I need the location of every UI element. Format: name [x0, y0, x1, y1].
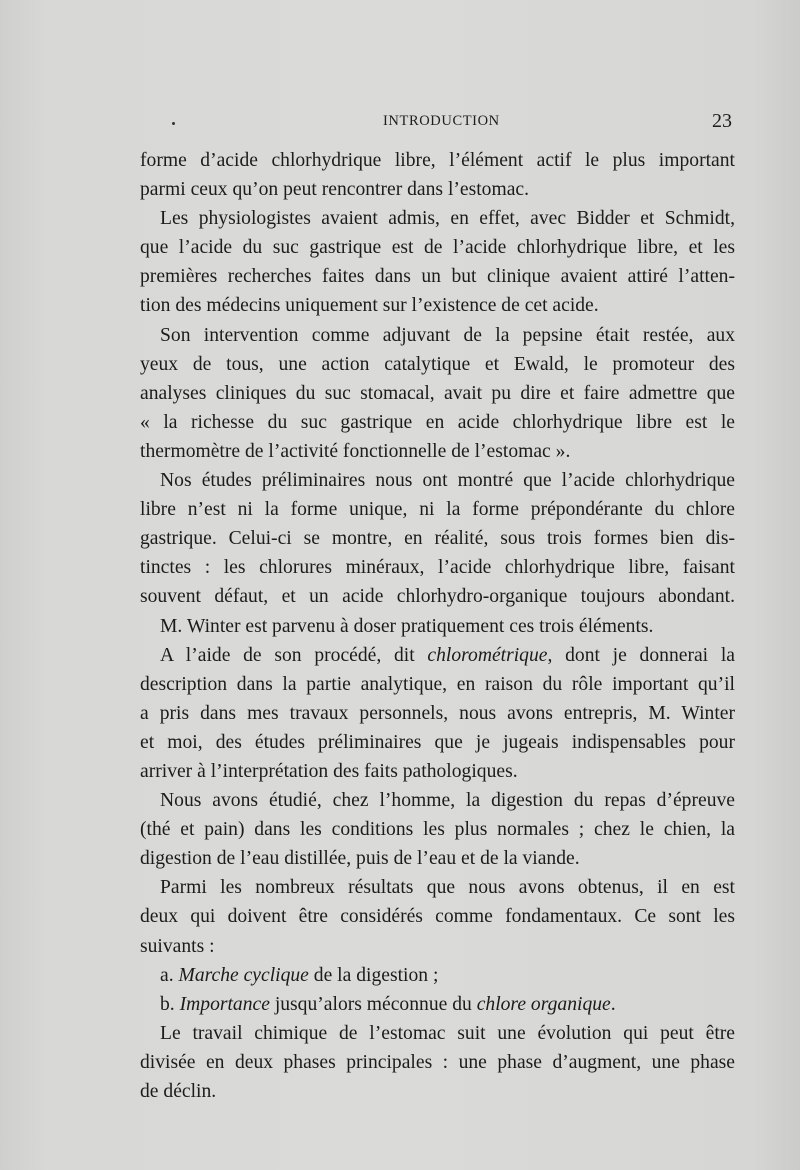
text-line	[140, 350, 735, 379]
text-line	[140, 553, 735, 582]
text-line	[140, 233, 735, 262]
text-segment: Le travail chimique de l’estomac suit une évolution qui peut être	[160, 1022, 735, 1044]
text-line	[140, 1019, 735, 1048]
text-segment: que l’acide du suc gastrique est de l’acide chlorhydrique libre, et les	[140, 237, 735, 259]
text-segment: a pris dans mes travaux personnels, nous avons entrepris, M. Winter	[140, 702, 735, 724]
text-line	[140, 699, 735, 728]
text-line	[140, 466, 735, 495]
text-line	[140, 641, 735, 670]
text-segment: b.	[160, 993, 180, 1015]
text-line	[140, 757, 735, 786]
text-line	[140, 961, 735, 990]
text-segment: thermomètre de l’activité fonctionnelle de l’estomac ».	[140, 440, 571, 462]
text-line	[140, 408, 735, 437]
text-line	[140, 175, 735, 204]
text-line	[140, 728, 735, 757]
text-line	[140, 815, 735, 844]
text-segment: souvent défaut, et un acide chlorhydro-organique toujours abondant.	[140, 586, 735, 608]
text-line	[140, 437, 735, 466]
running-title: INTRODUCTION	[383, 113, 500, 129]
text-segment: deux qui doivent être considérés comme fondamentaux. Ce sont les	[140, 906, 735, 928]
text-segment: Son intervention comme adjuvant de la pepsine était restée, aux	[160, 324, 735, 346]
text-segment: Parmi les nombreux résultats que nous avons obtenus, il en est	[160, 877, 735, 899]
text-line	[140, 786, 735, 815]
text-segment: et moi, des études préliminaires que je jugeais indispensables pour	[140, 731, 735, 753]
text-segment: .	[610, 993, 616, 1015]
italic-text: Importance	[179, 993, 270, 1015]
text-segment: M. Winter est parvenu à doser pratiquement ces trois éléments.	[160, 615, 654, 637]
text-line	[140, 990, 735, 1019]
text-line	[140, 873, 735, 902]
text-line	[140, 379, 735, 408]
text-segment: analyses cliniques du suc stomacal, avait pu dire et faire admettre que	[140, 382, 735, 404]
text-line	[140, 1077, 735, 1106]
body-text	[140, 146, 735, 1106]
text-line	[140, 902, 735, 931]
text-line	[140, 204, 735, 233]
text-segment: gastrique. Celui-ci se montre, en réalité, sous trois formes bien dis-	[140, 528, 735, 550]
text-line	[140, 524, 735, 553]
text-segment: yeux de tous, une action catalytique et Ewald, le promoteur des	[140, 353, 735, 375]
italic-text: chlorométrique	[427, 644, 548, 666]
text-segment: suivants :	[140, 935, 215, 957]
italic-text: Marche cyclique	[178, 964, 309, 986]
text-segment: forme d’acide chlorhydrique libre, l’élément actif le plus important	[140, 150, 735, 171]
text-line	[140, 321, 735, 350]
text-segment: « la richesse du suc gastrique en acide chlorhydrique libre est le	[140, 411, 735, 433]
text-segment: de déclin.	[140, 1081, 217, 1102]
text-segment: jusqu’alors méconnue du	[269, 993, 477, 1015]
text-line	[140, 932, 735, 961]
text-segment: Nos études préliminaires nous ont montré que l’acide chlorhydrique	[160, 470, 735, 492]
text-line	[140, 262, 735, 291]
ink-speck	[172, 122, 175, 125]
text-line	[140, 146, 735, 175]
text-segment: premières recherches faites dans un but clinique avaient attiré l’atten-	[140, 266, 735, 288]
page-number: 23	[712, 110, 732, 132]
text-segment: Nous avons étudié, chez l’homme, la digestion du repas d’épreuve	[160, 790, 735, 812]
text-segment: tion des médecins uniquement sur l’existence de cet acide.	[140, 295, 599, 317]
text-line	[140, 670, 735, 699]
text-line	[140, 495, 735, 524]
text-line	[140, 844, 735, 873]
text-segment: de la digestion ;	[308, 964, 439, 986]
text-segment: description dans la partie analytique, en raison du rôle important qu’il	[140, 673, 735, 695]
text-line	[140, 612, 735, 641]
running-header	[140, 110, 732, 134]
text-line	[140, 291, 735, 320]
text-segment: Les physiologistes avaient admis, en effet, avec Bidder et Schmidt,	[160, 208, 735, 230]
text-segment: arriver à l’interprétation des faits pathologiques.	[140, 760, 518, 782]
text-line	[140, 1048, 735, 1077]
italic-text: chlore organique	[476, 993, 611, 1015]
text-segment: tinctes : les chlorures minéraux, l’acide chlorhydrique libre, faisant	[140, 557, 735, 579]
text-segment: libre n’est ni la forme unique, ni la forme prépondérante du chlore	[140, 499, 735, 521]
text-segment: parmi ceux qu’on peut rencontrer dans l’estomac.	[140, 179, 530, 201]
text-segment: a.	[160, 964, 179, 986]
text-segment: A l’aide de son procédé, dit	[160, 644, 428, 666]
text-segment: , dont je donnerai la	[547, 644, 735, 666]
text-segment: digestion de l’eau distillée, puis de l’eau et de la viande.	[140, 848, 580, 870]
text-line	[140, 582, 735, 611]
text-segment: divisée en deux phases principales : une phase d’augment, une phase	[140, 1051, 735, 1073]
text-segment: (thé et pain) dans les conditions les plus normales ; chez le chien, la	[140, 819, 735, 841]
